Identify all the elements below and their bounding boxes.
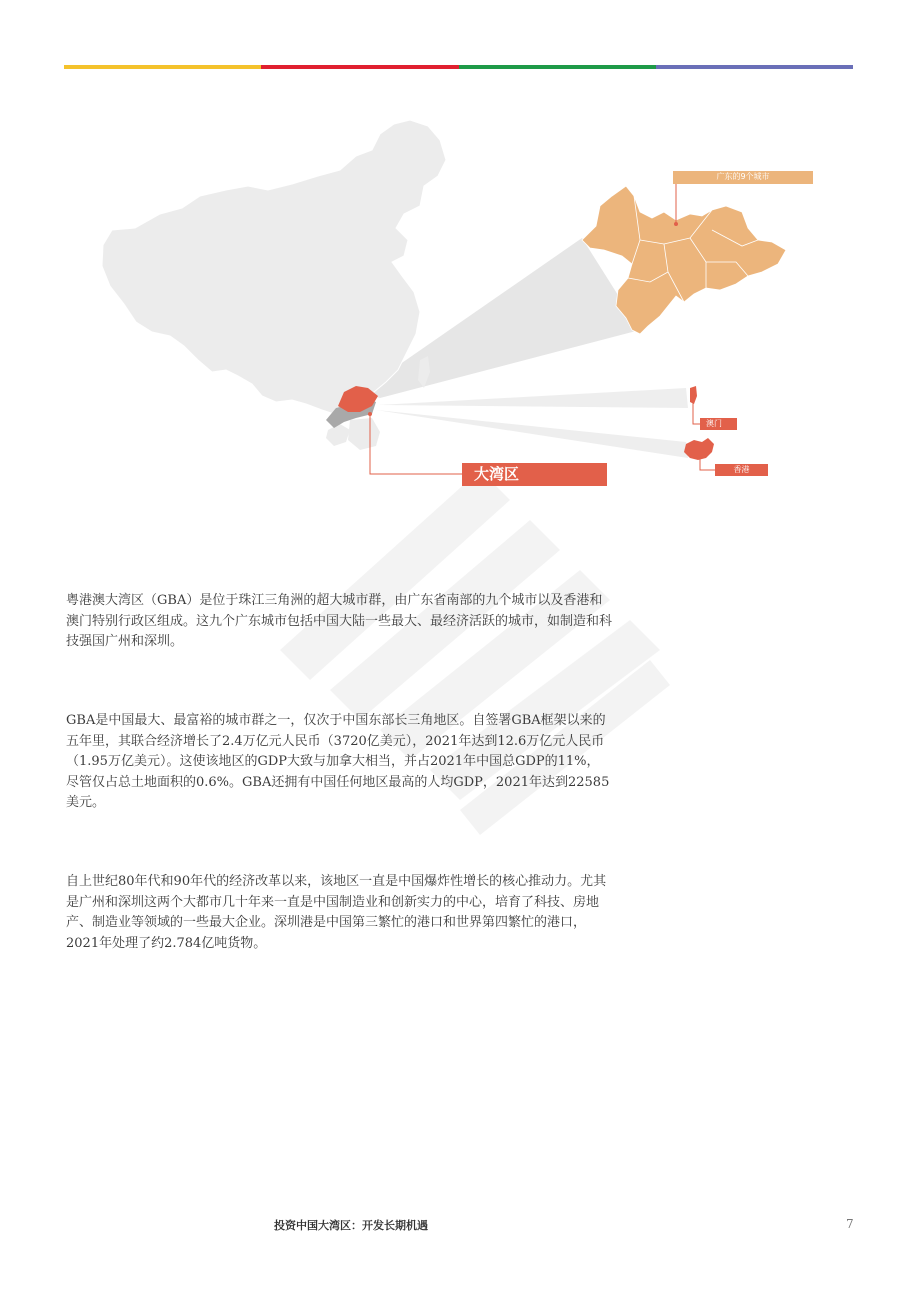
paragraph-economy: GBA是中国最大、最富裕的城市群之一，仅次于中国东部长三角地区。自签署GBA框架以来的五年里，其联合经济增长了2.4万亿元人民币（3720亿美元），2021年达到12.6万亿元人民币（1.95万亿美元）。这使该地区的GDP大致与加拿大相当，并占2021年中国总GDP的11%，尽管仅占总土地面积的0.6%。GBA还拥有中国任何地区最高的人均GDP，2021年达到22585美元。 bbox=[66, 713, 610, 810]
hainan-island bbox=[326, 424, 350, 446]
leader-dot-guangdong bbox=[674, 222, 678, 226]
leader-line-hongkong bbox=[700, 458, 715, 470]
label-macau: 澳门 bbox=[700, 418, 737, 430]
macau-map bbox=[690, 386, 697, 404]
leader-line-macau bbox=[693, 402, 700, 424]
leader-dot-gba bbox=[368, 412, 372, 416]
china-map bbox=[102, 120, 446, 414]
label-greater-bay-area: 大湾区 bbox=[462, 463, 607, 486]
hongkong-map bbox=[684, 438, 714, 460]
paragraph-intro: 粤港澳大湾区（GBA）是位于珠江三角洲的超大城市群，由广东省南部的九个城市以及香港和澳门特别行政区组成。这九个广东城市包括中国大陆一些最大、最经济活跃的城市，如制造和科技强国广州和深圳。 bbox=[66, 593, 613, 649]
paragraph-growth: 自上世纪80年代和90年代的经济改革以来，该地区一直是中国爆炸性增长的核心推动力。尤其是广州和深圳这两个大都市几十年来一直是中国制造业和创新实力的中心，培育了科技、房地产、制造业等领域的一些最大企业。深圳港是中国第三繁忙的港口和世界第四繁忙的港口，2021年处理了约2.784亿吨货物。 bbox=[66, 874, 607, 951]
leader-line-gba bbox=[370, 414, 462, 474]
label-hongkong: 香港 bbox=[715, 464, 768, 476]
footer-title: 投资中国大湾区：开发长期机遇 bbox=[274, 1219, 428, 1232]
beam-hongkong bbox=[376, 410, 688, 458]
beam-macau bbox=[378, 388, 688, 408]
page-number: 7 bbox=[846, 1217, 854, 1231]
label-guangdong-9-cities: 广东的9个城市 bbox=[673, 171, 813, 184]
gba-map-figure bbox=[0, 0, 920, 560]
south-china-sea-inset bbox=[348, 418, 380, 450]
